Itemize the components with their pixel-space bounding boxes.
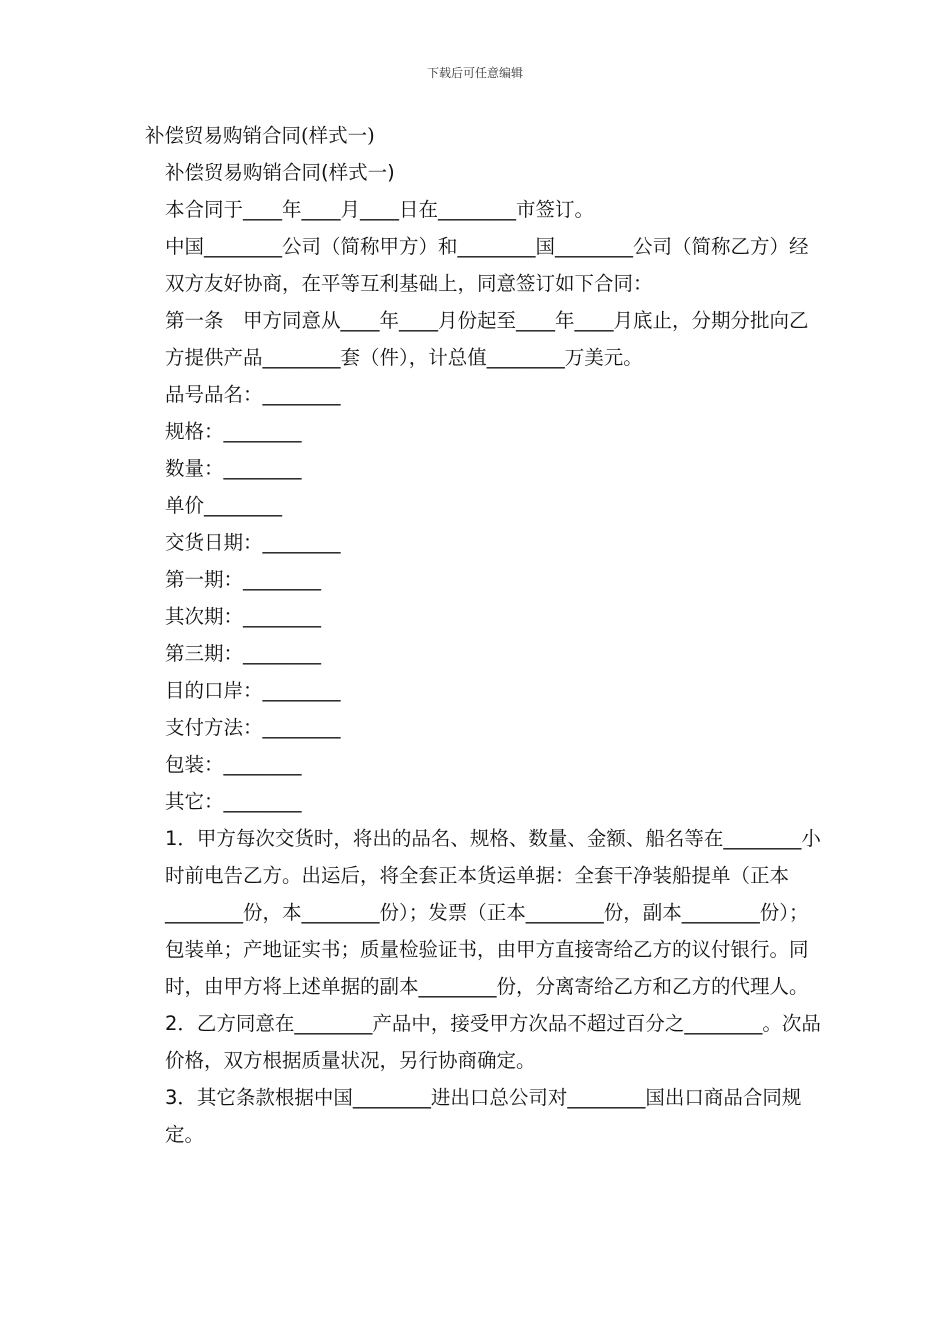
page-header: 下载后可任意编辑 — [426, 66, 523, 80]
field-quantity: 数量：________ — [165, 457, 302, 480]
document-body — [145, 117, 825, 1153]
field-second-period: 其次期：________ — [165, 605, 322, 628]
clause-3: 3．其它条款根据中国________进出口总公司对________国出口商品合同规定。 — [165, 1086, 802, 1146]
field-payment-method: 支付方法：________ — [165, 716, 341, 739]
parties-paragraph: 中国________公司（简称甲方）和________国________公司（简称乙方）经双方友好协商，在平等互利基础上，同意签订如下合同： — [165, 235, 809, 295]
document-title: 补偿贸易购销合同(样式一) — [145, 124, 375, 147]
field-unit-price: 单价________ — [165, 494, 283, 517]
clause-1: 1．甲方每次交货时，将出的品名、规格、数量、金额、船名等在________小时前电告乙方。出运后，将全套正本货运单据：全套干净装船提单（正本________份，本________份）；发票（正本________份，副本________份）；包装单；产地证实书；质量检验证书，由甲方直接寄给乙方的议付银行。同时，由甲方将上述单据的副本________份，分离寄给乙方和乙方的代理人。 — [165, 827, 821, 998]
field-destination-port: 目的口岸：________ — [165, 679, 341, 702]
article-one-paragraph: 第一条 甲方同意从____年____月份起至____年____月底止，分期分批向乙方提供产品________套（件），计总值________万美元。 — [165, 309, 809, 369]
field-other: 其它：________ — [165, 790, 302, 813]
field-packaging: 包装：________ — [165, 753, 302, 776]
signing-paragraph: 本合同于____年____月____日在________市签订。 — [165, 198, 595, 221]
clause-2: 2．乙方同意在________产品中，接受甲方次品不超过百分之________。次品价格，双方根据质量状况，另行协商确定。 — [165, 1012, 821, 1072]
field-specification: 规格：________ — [165, 420, 302, 443]
field-product-name: 品号品名：________ — [165, 383, 341, 406]
field-third-period: 第三期：________ — [165, 642, 322, 665]
field-first-period: 第一期：________ — [165, 568, 322, 591]
field-delivery-date: 交货日期：________ — [165, 531, 341, 554]
document-subtitle: 补偿贸易购销合同(样式一) — [165, 161, 395, 184]
